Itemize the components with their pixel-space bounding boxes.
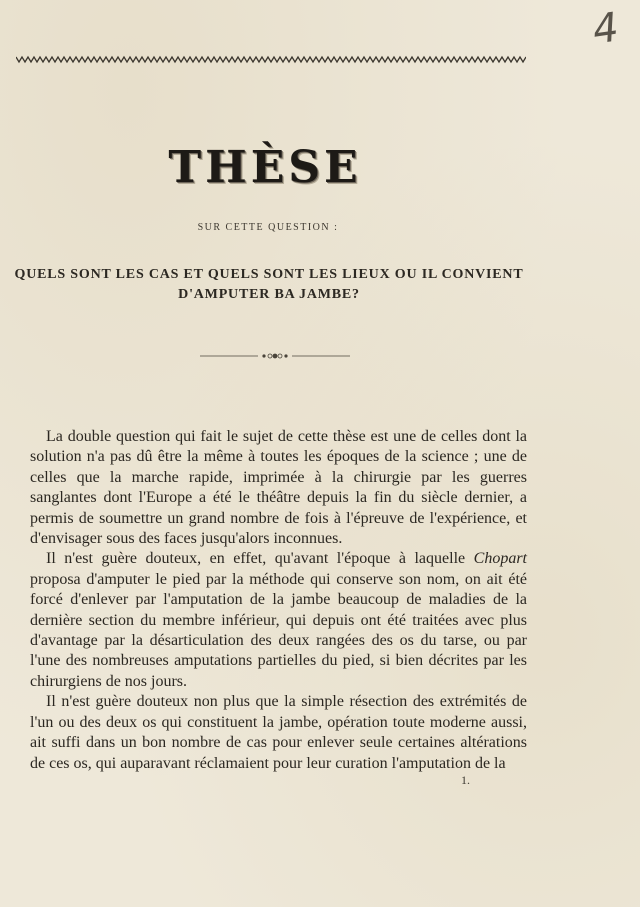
signature-mark: 1. — [461, 773, 470, 787]
ornament-divider-icon — [200, 352, 350, 360]
paragraph-3 — [30, 692, 527, 774]
question-line-1: QUELS SONT LES CAS ET QUELS SONT LES LIEUX OU IL CONVIENT — [14, 267, 524, 282]
paragraph-2-text-before: Il n'est guère douteux, en effet, qu'avant l'époque à laquelle — [46, 550, 474, 568]
zigzag-border-icon — [16, 54, 526, 64]
paragraph-1 — [30, 427, 527, 549]
paragraph-2-name: Chopart — [473, 550, 527, 568]
paragraph-1-text: La double question qui fait le sujet de cette thèse est une de celles dont la solution n'a pas dû être la même à toutes les époques de la science ; une de celles que la marche rapide, imprimée à la chirurgie par les guerres sanglantes dont l'Europe a été le théâtre depuis la fin du siècle dernier, a permis de soumettre un grand nombre de fois à l'épreuve de l'expérience, et d'envisager sous des faces jusqu'alors inconnues. — [30, 428, 527, 548]
thesis-subtitle: SUR CETTE QUESTION : — [197, 222, 339, 233]
ornamental-rule — [200, 352, 350, 360]
decorative-top-border — [16, 54, 526, 64]
thesis-question — [14, 265, 524, 305]
thesis-title: THÈSE — [168, 142, 362, 193]
paragraph-2-text-after: proposa d'amputer le pied par la méthode qui conserve son nom, on ait été forcé d'enlever par l'amputation de la jambe beaucoup de maladies de la dernière section du membre inférieur, qui depuis ont été traitées avec plus d'avantage par la désarticulation des deux rangées des os du tarse, ou par l'une des nombreuses amputations partielles du pied, si bien décrites par les chirurgiens de nos jours. — [30, 570, 527, 690]
paragraph-3-text: Il n'est guère douteux non plus que la simple résection des extrémités de l'un ou des deux os qui constituent la jambe, opération toute moderne aussi, ait suffi dans un bon nombre de cas pour enlever seule certaines altérations de ces os, qui auparavant réclamaient pour leur curation l'amputation de la — [30, 693, 527, 772]
paragraph-2 — [30, 549, 527, 692]
handwritten-page-number: 4 — [589, 4, 622, 54]
body-text — [30, 427, 527, 774]
question-line-2: D'AMPUTER BA JAMBE? — [178, 287, 360, 302]
